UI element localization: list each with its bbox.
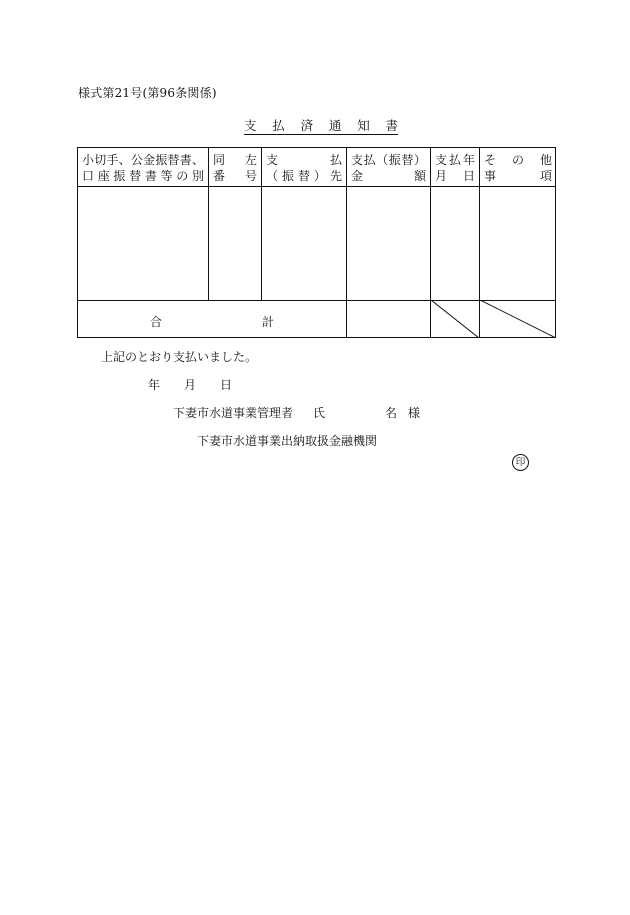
form-number: 様式第21号(第96条関係) — [78, 86, 217, 100]
header-instrument-type — [78, 148, 208, 186]
total-label: 合計 — [150, 315, 274, 329]
header-other-notes — [480, 148, 556, 186]
header-text: 支払年 — [435, 153, 475, 167]
seal-mark: 印 — [512, 454, 529, 471]
header-text: 同左 — [213, 153, 257, 167]
header-text: 月日 — [435, 169, 475, 183]
addressee-name-label-2: 名 — [385, 406, 398, 420]
sender-bank: 下妻市水道事業出納取扱金融機関 — [197, 434, 378, 448]
header-text: 支払 — [266, 153, 342, 167]
header-text: 事項 — [484, 169, 552, 183]
header-payee — [262, 148, 346, 186]
header-payment-date — [431, 148, 479, 186]
addressee-honorific: 様 — [408, 406, 421, 420]
header-text: 口座振替書等の別 — [82, 169, 204, 183]
header-number — [209, 148, 261, 186]
date-year: 年 — [148, 378, 161, 392]
addressee-organization: 下妻市水道事業管理者 — [173, 406, 294, 420]
date-month: 月 — [184, 378, 197, 392]
header-text: 支払（振替） — [351, 153, 426, 167]
header-text: （振替）先 — [266, 169, 342, 183]
header-text: その他 — [484, 153, 552, 167]
diagonal-strike — [480, 300, 556, 338]
remark-text: 上記のとおり支払いました。 — [101, 350, 258, 364]
header-text: 小切手、公金振替書、 — [82, 153, 204, 167]
header-amount — [347, 148, 430, 186]
payment-table — [77, 147, 556, 338]
header-rule — [78, 186, 555, 187]
header-text: 金額 — [351, 169, 426, 183]
addressee-name-label-1: 氏 — [313, 406, 326, 420]
date-day: 日 — [220, 378, 233, 392]
header-text: 番号 — [213, 169, 257, 183]
diagonal-strike — [431, 300, 479, 338]
document-title: 支払済通知書 — [244, 118, 398, 133]
